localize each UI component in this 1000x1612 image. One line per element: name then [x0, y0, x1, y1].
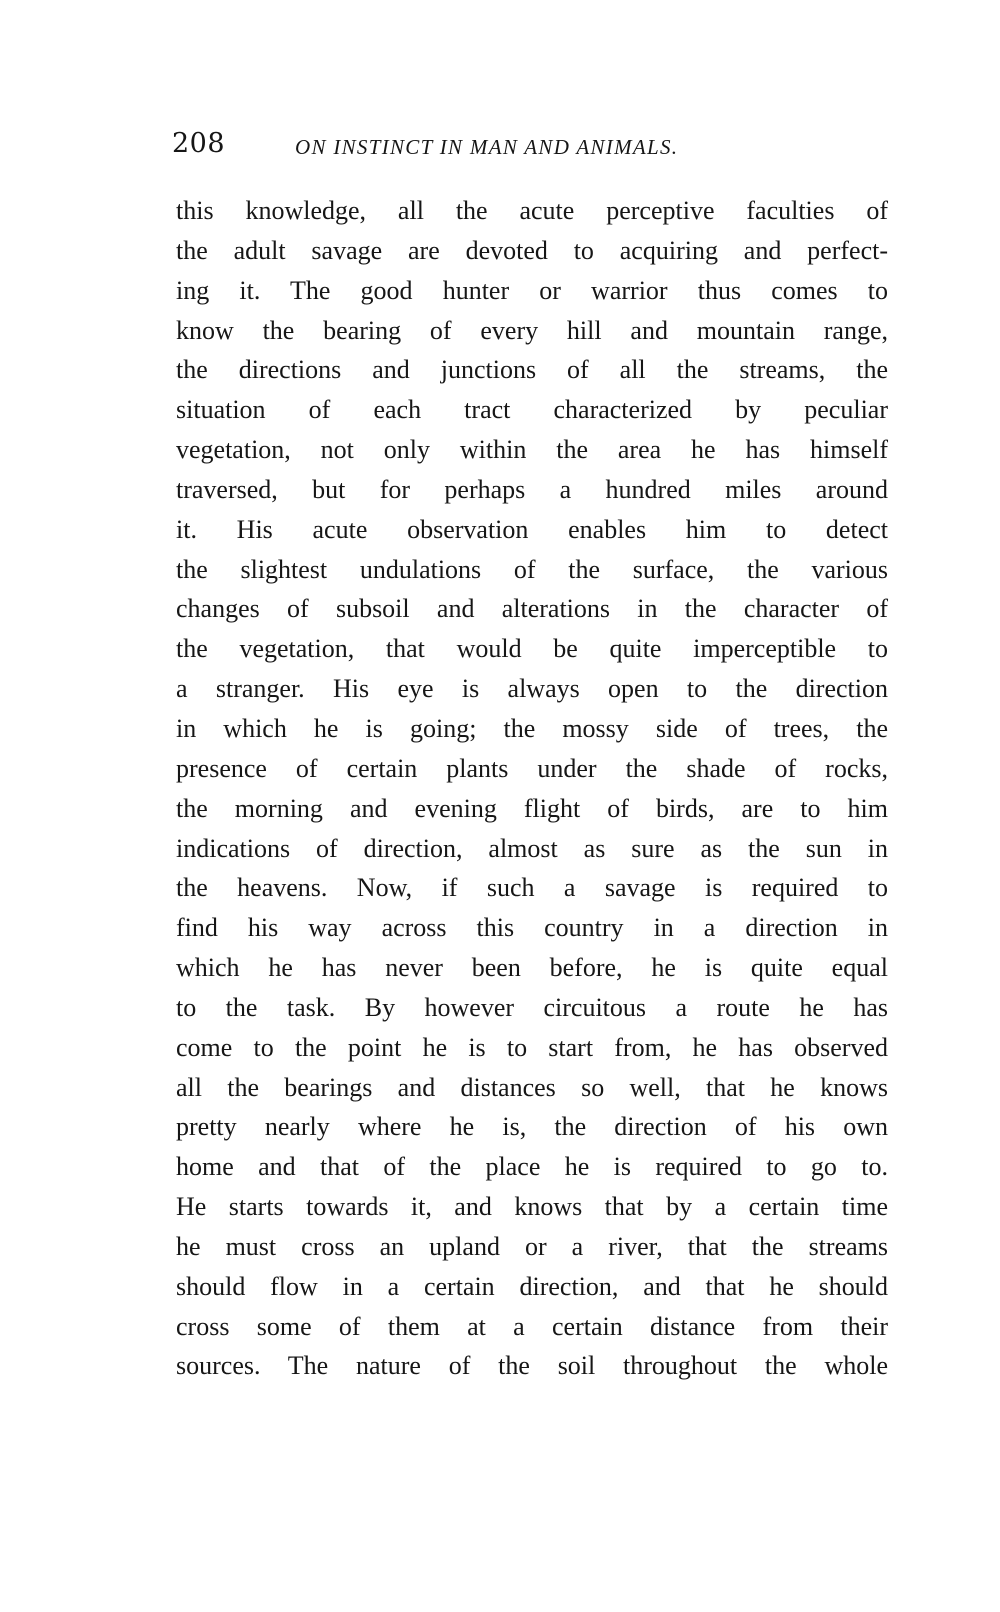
text-line: the adult savage are devoted to acquiring and perfect-	[176, 235, 888, 265]
text-line: in which he is going; the mossy side of trees, the	[176, 713, 888, 743]
text-line: traversed, but for perhaps a hundred miles around	[176, 474, 888, 504]
text-line: pretty nearly where he is, the direction of his own	[176, 1112, 888, 1142]
text-line: indications of direction, almost as sure as the sun in	[176, 833, 888, 863]
text-line: cross some of them at a certain distance from their	[176, 1311, 888, 1341]
text-line: the morning and evening flight of birds, are to him	[176, 793, 888, 823]
text-line: find his way across this country in a direction in	[176, 913, 888, 943]
text-line: the heavens. Now, if such a savage is required to	[176, 873, 888, 903]
text-line: presence of certain plants under the shade of rocks,	[176, 753, 888, 783]
text-line: all the bearings and distances so well, that he knows	[176, 1072, 888, 1102]
text-line: ing it. The good hunter or warrior thus comes to	[176, 275, 888, 305]
text-line: come to the point he is to start from, he has observed	[176, 1032, 888, 1062]
text-line: home and that of the place he is required to go to.	[176, 1152, 888, 1182]
text-line: it. His acute observation enables him to detect	[176, 514, 888, 544]
text-line: this knowledge, all the acute perceptive faculties of	[176, 196, 888, 225]
text-line: which he has never been before, he is quite equal	[176, 953, 888, 983]
body-text	[176, 191, 888, 1386]
text-line: to the task. By however circuitous a route he has	[176, 992, 888, 1022]
text-line: he must cross an upland or a river, that the streams	[176, 1231, 888, 1261]
running-head	[172, 128, 892, 168]
text-line: a stranger. His eye is always open to the direction	[176, 674, 888, 704]
running-title: ON INSTINCT IN MAN AND ANIMALS.	[295, 135, 679, 159]
text-line: the directions and junctions of all the streams, the	[176, 355, 888, 385]
text-line: the slightest undulations of the surface, the various	[176, 554, 888, 584]
text-line: know the bearing of every hill and mountain range,	[176, 315, 888, 345]
text-line: changes of subsoil and alterations in the character of	[176, 594, 888, 624]
page-number: 208	[172, 128, 226, 159]
text-line: vegetation, not only within the area he has himself	[176, 435, 888, 465]
text-line: should flow in a certain direction, and that he should	[176, 1271, 888, 1301]
text-line: the vegetation, that would be quite imperceptible to	[176, 634, 888, 664]
text-line: sources. The nature of the soil throughout the whole	[176, 1351, 888, 1381]
text-line: He starts towards it, and knows that by a certain time	[176, 1192, 888, 1222]
text-line: situation of each tract characterized by peculiar	[176, 395, 888, 425]
